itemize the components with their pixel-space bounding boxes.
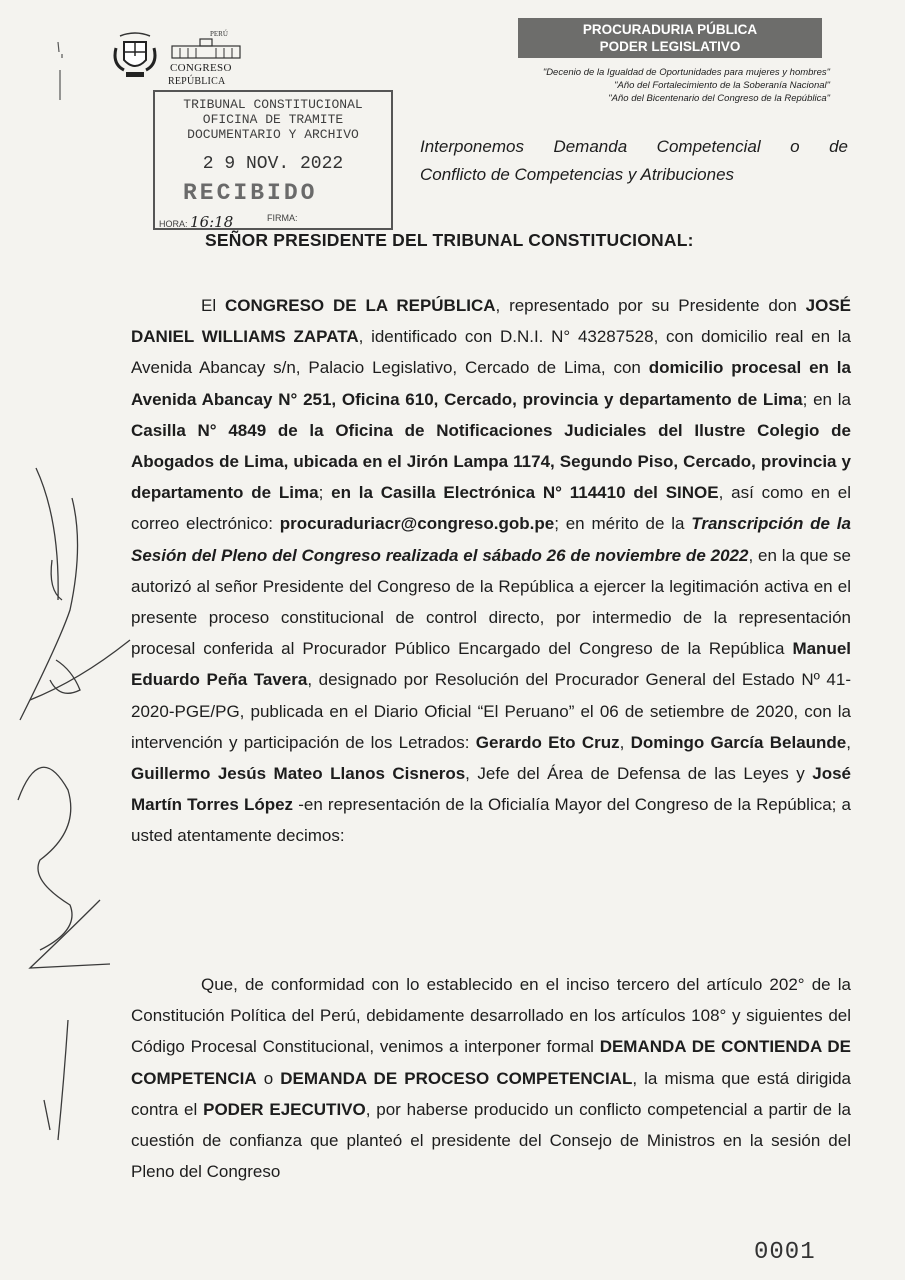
p2-text: o bbox=[256, 1068, 281, 1088]
stamp-line2: OFICINA DE TRAMITE bbox=[202, 112, 344, 127]
p1-bold: domicilio procesal en la Avenida Abancay N° 251, Oficina 610, Cercado, provincia y departamento de Lima bbox=[131, 358, 851, 409]
p2-text: Que, de conformidad con lo establecido en el inciso tercero del artículo 202° de la Constitución Política del Perú, debidamente desarrollado en los artículos 108° y siguientes del Código Procesal Constitucional, venimos a interponer formal bbox=[131, 975, 851, 1057]
stamp-firma-label: FIRMA: bbox=[267, 213, 298, 223]
year-motto-1: "Decenio de la Igualdad de Oportunidades para mujeres y hombres" bbox=[542, 67, 830, 78]
p1-bold: en la Casilla Electrónica N° 114410 del SINOE bbox=[331, 483, 719, 503]
p2-bold: DEMANDA DE PROCESO COMPETENCIAL bbox=[280, 1068, 633, 1088]
procuraduria-line1: PROCURADURIA PÚBLICA bbox=[582, 22, 758, 37]
year-motto-3: "Año del Bicentenario del Congreso de la República" bbox=[608, 93, 830, 104]
p1-text: ; en la bbox=[802, 389, 851, 409]
logo-congreso-text: CONGRESO bbox=[170, 62, 232, 74]
logo-republica-text: REPÚBLICA bbox=[168, 76, 226, 87]
p1-text: , designado por Resolución del Procurador General del Estado Nº 41-2020-PGE/PG, publicada en el Diario Oficial “El Peruano” el 06 de setiembre de 2020, con la intervención y participación de los Letrados: bbox=[131, 670, 851, 752]
document-subject bbox=[420, 133, 848, 189]
p2-bold: PODER EJECUTIVO bbox=[203, 1099, 366, 1119]
stamp-hora-value: 16:18 bbox=[190, 213, 234, 231]
stamp-line3: DOCUMENTARIO Y ARCHIVO bbox=[187, 127, 359, 142]
p1-text: , Jefe del Área de Defensa de las Leyes y bbox=[465, 764, 813, 784]
stamp-received: RECIBIDO bbox=[183, 180, 318, 206]
stamp-hora bbox=[159, 213, 233, 231]
subject-line2: Conflicto de Competencias y Atribuciones bbox=[420, 165, 735, 184]
p1-bold-italic: Transcripción de la Sesión del Pleno del Congreso realizada el sábado 26 de noviembre de 2022 bbox=[131, 514, 851, 565]
paragraph-2 bbox=[131, 969, 851, 1187]
p1-text: , representado por su Presidente don bbox=[495, 296, 806, 315]
year-mottos bbox=[500, 66, 830, 105]
year-motto-2: "Año del Fortalecimiento de la Soberanía Nacional" bbox=[614, 80, 830, 91]
procuraduria-banner bbox=[518, 18, 822, 58]
p1-bold: JOSÉ DANIEL WILLIAMS ZAPATA bbox=[131, 296, 851, 347]
p1-text: El bbox=[201, 296, 225, 315]
stamp-line1: TRIBUNAL CONSTITUCIONAL bbox=[183, 97, 363, 112]
p1-bold: Casilla N° 4849 de la Oficina de Notificaciones Judiciales del Ilustre Colegio de Abogados de Lima, ubicada en el Jirón Lampa 1174, Segundo Piso, Cercado, provincia y departamento de Lima bbox=[131, 420, 851, 503]
p1-text: , identificado con D.N.I. N° 43287528, con domicilio real en la Avenida Abancay s/n, Palacio Legislativo, Cercado de Lima, con bbox=[131, 327, 851, 378]
p1-text: , bbox=[846, 732, 852, 752]
p1-bold: CONGRESO DE LA REPÚBLICA bbox=[224, 296, 496, 315]
p1-bold: Domingo García Belaunde bbox=[630, 732, 847, 752]
p1-text: , así como en el correo electrónico: bbox=[131, 483, 851, 534]
addressee-heading: SEÑOR PRESIDENTE DEL TRIBUNAL CONSTITUCIONAL: bbox=[205, 230, 694, 250]
procuraduria-line2: PODER LEGISLATIVO bbox=[599, 39, 741, 54]
page-number: 0001 bbox=[754, 1239, 816, 1266]
p1-text: ; en mérito de la bbox=[554, 514, 692, 534]
logo-peru-text: PERÚ bbox=[210, 30, 228, 38]
pen-mark-icon bbox=[54, 40, 66, 102]
p1-bold: Manuel Eduardo Peña Tavera bbox=[131, 639, 851, 690]
congress-building-icon bbox=[170, 38, 242, 60]
p1-email: procuraduriacr@congreso.gob.pe bbox=[279, 514, 555, 534]
stamp-date: 2 9 NOV. 2022 bbox=[202, 154, 344, 174]
paragraph-1 bbox=[131, 290, 851, 852]
p1-bold: José Martín Torres López bbox=[131, 764, 852, 815]
stamp-firma bbox=[267, 213, 298, 223]
p1-text: , bbox=[619, 732, 631, 752]
coat-of-arms-icon bbox=[112, 30, 158, 80]
p1-text: -en representación de la Oficialía Mayor del Congreso de la República; a usted atentamente decimos: bbox=[131, 795, 851, 846]
p1-text: , en la que se autorizó al señor Presidente del Congreso de la República a ejercer la legitimación activa en el presente proceso constitucional de control directo, por intermedio de la representación procesal conferida al Procurador Público Encargado del Congreso de la República bbox=[131, 545, 851, 659]
p1-bold: Gerardo Eto Cruz bbox=[475, 732, 620, 752]
p2-bold: DEMANDA DE CONTIENDA DE COMPETENCIA bbox=[131, 1037, 852, 1088]
p1-bold: Guillermo Jesús Mateo Llanos Cisneros bbox=[131, 764, 466, 784]
congreso-logo bbox=[168, 30, 248, 90]
p1-text: ; bbox=[318, 483, 332, 503]
p2-text: , por haberse producido un conflicto competencial a partir de la cuestión de confianza que planteó el presidente del Consejo de Ministros en la sesión del Pleno del Congreso bbox=[131, 1099, 851, 1182]
p2-text: , la misma que está dirigida contra el bbox=[131, 1068, 852, 1119]
reception-stamp bbox=[153, 90, 393, 230]
stamp-hora-label: HORA: bbox=[159, 219, 188, 229]
subject-line1: Interponemos Demanda Competencial o de bbox=[420, 137, 848, 156]
